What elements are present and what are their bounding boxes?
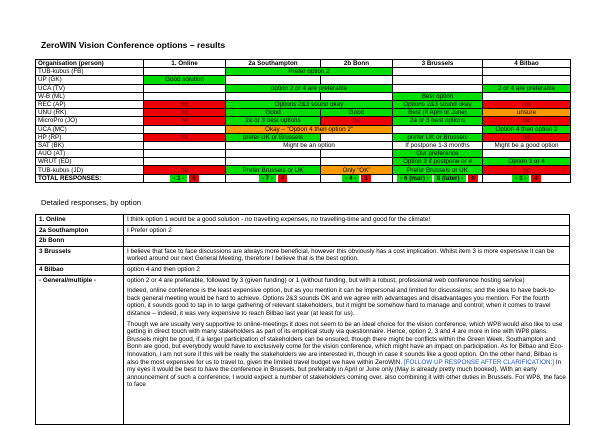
paragraph-text: I think option 1 would be a good solution - no travelling expenses, no travelling-time and good for the climate! xyxy=(127,216,431,223)
response-cell: Good solution xyxy=(144,76,226,84)
response-cell: Options 2&3 sound okay xyxy=(393,100,483,108)
response-cell: no xyxy=(483,100,571,108)
organisation-cell: REC (AP) xyxy=(36,100,144,108)
options-row-micropro-jo xyxy=(36,117,571,125)
total-count: 1 xyxy=(361,175,371,182)
detailed-responses-body xyxy=(36,215,570,425)
response-cell xyxy=(144,158,226,166)
detail-response-text xyxy=(124,246,570,264)
response-paragraph xyxy=(127,321,566,389)
header-bilbao: 4 Bilbao xyxy=(483,60,571,68)
detail-row-3-brussels xyxy=(36,246,570,264)
response-cell: no xyxy=(144,117,226,125)
detail-response-text xyxy=(124,225,570,236)
total-count: - 7 - xyxy=(259,175,276,182)
response-paragraph xyxy=(127,277,566,285)
detail-response-text xyxy=(124,236,570,247)
organisation-cell: AUO (AT) xyxy=(36,150,144,158)
options-results-table xyxy=(35,59,571,183)
response-cell: prefer UK or Brussels xyxy=(393,133,483,141)
detail-option-label: 2a Southampton xyxy=(36,225,124,236)
organisation-cell: WRUT (ED) xyxy=(36,158,144,166)
follow-up-note: [FOLLOW UP RESPONSE AFTER CLARIFICATION:] xyxy=(403,358,555,366)
response-cell: no xyxy=(483,117,571,125)
response-cell: Best option xyxy=(393,92,483,100)
options-table-body xyxy=(36,68,571,183)
response-cell xyxy=(483,68,571,76)
detail-row-1-online xyxy=(36,215,570,226)
total-cell xyxy=(483,174,571,182)
paragraph-text: In my eyes it would be best to have the conference in Brussels, but preferably in April or June only (May is already pretty much booked). With an early announcement of such a conference, I would expect a number of stakeholders coming over, also combining it with other duties in Brussels. For WP8, the face to face xyxy=(127,358,566,389)
response-cell: Okay – “Option 4 then option 2” xyxy=(226,125,393,133)
options-row-tub-kubus-jd xyxy=(36,166,571,174)
response-cell: no xyxy=(144,100,226,108)
total-cell xyxy=(393,174,483,182)
response-cell: Our preference xyxy=(393,150,483,158)
response-cell: no xyxy=(144,109,226,117)
document-title: ZeroWIN Vision Conference options – results xyxy=(41,40,226,50)
response-cell xyxy=(393,68,483,76)
response-cell: no xyxy=(144,166,226,174)
detail-option-label: 2b Bonn xyxy=(36,236,124,247)
response-cell xyxy=(144,141,226,149)
response-paragraph xyxy=(127,287,566,317)
paragraph-text: Indeed, online conference is the least expensive option, but as you mention it can be impersonal and limited for discussions; and the idea to have back-to-back general meeting would be hard to achieve. Options 2&3 sounds OK and we agree with advantages and disadvantages you mention. For the fourth option, it sounds good to tap in to large gathering of relevant stakeholders, but it might be somehow hard to manage and control; when it comes to travel distance – indeed, it was very expensive to reach Bilbao last year (at least for us). xyxy=(127,287,556,317)
total-count: 0 xyxy=(468,175,478,182)
response-cell xyxy=(393,125,483,133)
detail-response-text xyxy=(124,215,570,226)
paragraph-text: I believe that face to face discussions are always more beneficial, however this obviously has a cost implication. Whilst item 3 is more expensive it can be worked around our next General Meeting, therefore I believe that is the best option. xyxy=(127,247,554,263)
header-organisation: Organisation (person) xyxy=(36,60,144,68)
response-cell: Option 4 then option 2 xyxy=(483,125,571,133)
response-cell xyxy=(226,158,321,166)
response-cell: Prefer Brussels or UK xyxy=(226,166,321,174)
response-paragraph xyxy=(127,216,566,224)
response-cell: no xyxy=(144,133,226,141)
response-cell: no xyxy=(483,166,571,174)
response-cell: no xyxy=(483,133,571,141)
response-cell: Only “OK” xyxy=(321,166,393,174)
detail-row-general-multiple xyxy=(36,275,570,424)
detail-option-label: - General/multiple - xyxy=(36,275,124,424)
header-brussels: 3 Brussels xyxy=(393,60,483,68)
response-cell: Options 2&3 sound okay xyxy=(226,100,393,108)
organisation-cell: HP (RP) xyxy=(36,133,144,141)
total-cell xyxy=(321,174,393,182)
response-cell: If postpone 1-3 months xyxy=(393,141,483,149)
response-cell xyxy=(393,84,483,92)
options-row-unu-rk xyxy=(36,109,571,117)
paragraph-text: option 2 or 4 are preferable, followed by 3 (given funding) or 1 (without funding, but with a robust, professional web conference hosting service) xyxy=(127,276,525,284)
detail-row-4-bilbao xyxy=(36,264,570,275)
response-cell: 2a or 3 best options xyxy=(393,117,483,125)
organisation-cell: TUB-kubus (JD) xyxy=(36,166,144,174)
total-count: 4 xyxy=(278,175,288,182)
total-cell xyxy=(226,174,321,182)
response-cell xyxy=(144,125,226,133)
response-cell: Good xyxy=(321,109,393,117)
options-row-wrut-ed xyxy=(36,158,571,166)
total-count: 8 (later) - xyxy=(434,175,467,182)
response-cell xyxy=(321,133,393,141)
response-cell xyxy=(144,84,226,92)
response-cell xyxy=(144,150,226,158)
options-row-uca-tv xyxy=(36,84,571,92)
options-row-rec-ap xyxy=(36,100,571,108)
response-cell: Might be an option xyxy=(226,141,393,149)
response-cell xyxy=(226,150,321,158)
options-row-tub-kubus-fb xyxy=(36,68,571,76)
response-cell: Best (If April or June) xyxy=(393,109,483,117)
response-cell: Option 3 or 4 xyxy=(483,158,571,166)
header-online: 1. Online xyxy=(144,60,226,68)
organisation-cell: UP (GK) xyxy=(36,76,144,84)
total-cell xyxy=(144,174,226,182)
detail-option-label: 3 Brussels xyxy=(36,246,124,264)
response-cell xyxy=(483,76,571,84)
response-cell xyxy=(321,76,393,84)
response-cell: Prefer Brussels or UK xyxy=(393,166,483,174)
total-count: - 4 - xyxy=(342,175,359,182)
response-cell xyxy=(226,76,321,84)
response-cell: 2 or 4 are preferable xyxy=(483,84,571,92)
organisation-cell: UCA (TV) xyxy=(36,84,144,92)
total-count: - 6 (mar) - xyxy=(397,175,432,182)
response-cell xyxy=(393,76,483,84)
response-cell xyxy=(483,150,571,158)
options-row-uca-mc xyxy=(36,125,571,133)
total-count: - 3 - xyxy=(512,175,529,182)
options-row-hp-rp xyxy=(36,133,571,141)
response-cell: 2a or 3 best options xyxy=(226,117,321,125)
response-cell xyxy=(321,158,393,166)
totals-label: TOTAL RESPONSES: xyxy=(36,174,144,182)
organisation-cell: W-B (ML) xyxy=(36,92,144,100)
response-cell: Might be a good option xyxy=(483,141,571,149)
response-cell: unsure xyxy=(483,109,571,117)
total-count: 4 xyxy=(531,175,541,182)
response-cell: Option 3 if postpone or 4 xyxy=(393,158,483,166)
organisation-cell: TUB-kubus (FB) xyxy=(36,68,144,76)
options-row-sat-bk xyxy=(36,141,571,149)
detail-option-label: 1. Online xyxy=(36,215,124,226)
detail-response-text xyxy=(124,264,570,275)
response-paragraph xyxy=(127,227,566,235)
response-cell: Good xyxy=(226,109,321,117)
response-cell xyxy=(483,92,571,100)
total-count: 6 xyxy=(189,175,199,182)
detailed-responses-heading: Detailed responses, by option xyxy=(41,198,142,207)
response-paragraph xyxy=(127,266,566,274)
paragraph-text: Though we are usually very supportive to online-meetings it does not seem to be an ideal choice for the vision conference, which WP8 would also like to use getting in direct touch with many stakeholders as part of its empirical study via questionnaire. Hence, option 2, 3 and 4 are more in line with WP8 plans. Brussels might be good, if a larger participation of stakeholders can be ensured, though there might be conflicts within the Green Week. Southampton and Bonn are good, but everybody would have to exclusively come for the vision conference, which might have an impact on participation. As for Bilbao and Eco-Innovation, I am not sure if this will be really the stakeholders we are interested in, though in case it sounds like a good option. On the other hand, Bilbao is also the most expensive for us to travel to, given the limited travel budget we have within ZeroWIN. xyxy=(127,320,564,366)
response-cell: prefer UK or Brussels xyxy=(226,133,321,141)
header-bonn: 2b Bonn xyxy=(321,60,393,68)
response-paragraph xyxy=(127,248,566,263)
response-cell xyxy=(321,150,393,158)
response-cell xyxy=(226,92,321,100)
options-row-up-gk xyxy=(36,76,571,84)
response-cell xyxy=(144,92,226,100)
response-cell: option 2 or 4 are preferable xyxy=(226,84,393,92)
options-row-w-b-ml xyxy=(36,92,571,100)
organisation-cell: SAT (BK) xyxy=(36,141,144,149)
organisation-cell: UNU (RK) xyxy=(36,109,144,117)
response-cell: no xyxy=(321,117,393,125)
organisation-cell: MicroPro (JO) xyxy=(36,117,144,125)
response-cell xyxy=(144,68,226,76)
header-southampton: 2a Southampton xyxy=(226,60,321,68)
paragraph-text: I Prefer option 2 xyxy=(127,226,172,234)
totals-row xyxy=(36,174,571,182)
detailed-responses-table xyxy=(35,214,570,425)
response-cell xyxy=(321,92,393,100)
detail-row-2a-southampton xyxy=(36,225,570,236)
organisation-cell: UCA (MC) xyxy=(36,125,144,133)
detail-row-2b-bonn xyxy=(36,236,570,247)
total-count: - 1 - xyxy=(170,175,187,182)
options-row-auo-at xyxy=(36,150,571,158)
options-header-row xyxy=(36,60,571,68)
detail-response-text xyxy=(124,275,570,424)
response-paragraph xyxy=(127,237,566,245)
paragraph-text: option 4 and then option 2 xyxy=(127,265,200,273)
detail-option-label: 4 Bilbao xyxy=(36,264,124,275)
response-cell: Prefer option 2 xyxy=(226,68,393,76)
